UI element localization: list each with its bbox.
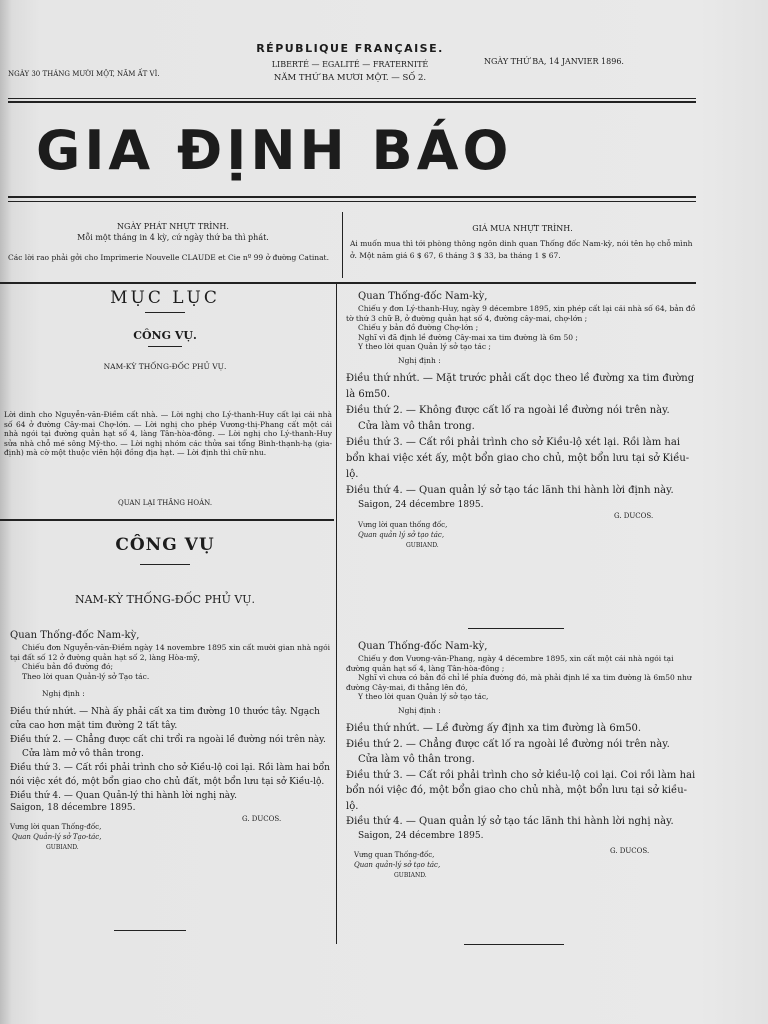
decree-right1-preamble-3: Nghĩ vì đã định lề đường Cây-mai xa tim đường là 6m 50 ; [358, 332, 578, 342]
decree-right2-nghi-dinh: Nghị định : [398, 705, 441, 715]
decree-right1-date: Saigon, 24 décembre 1895. [358, 500, 484, 510]
toc-block [0, 288, 330, 371]
toc-section-rule [148, 346, 182, 347]
motto: LIBERTÉ — EGALITÉ — FRATERNITÉ [271, 60, 429, 69]
decree-left-preamble-1: Chiếu đơn Nguyễn-văn-Điềm ngày 14 novembre 1895 xin cất mười gian nhà ngói tại đất số 12 ở đường quản hạt số 2, làng Hòa-mỹ, [10, 643, 331, 662]
decree-left-by-order: Vưng lời quan Thống-đốc, [10, 822, 102, 831]
decree-left-end-rule [114, 930, 186, 931]
lunar-date: NGÀY 30 THÁNG MƯỜI MỘT, NĂM ẤT VÌ. [8, 70, 160, 78]
toc-title-rule [145, 312, 185, 313]
decree-right1-articles [346, 371, 696, 499]
decree-right1-article-3: Cửa làm vô thân trong. [358, 421, 475, 432]
decree-right2-preamble [346, 654, 696, 702]
decree-right2-article-5: Điều thứ 4. — Quan quản lý sở tạo tác lãnh thi hành lời nghị này. [346, 816, 674, 827]
decree-right2-date: Saigon, 24 décembre 1895. [358, 830, 484, 841]
toc-title: MỤC LỤC [110, 288, 220, 308]
decree-left-article-5: Điều thứ 4. — Quan Quản-lý thi hành lời nghị này. [10, 790, 237, 801]
toc-rule [0, 519, 334, 521]
decree-right1-article-1: Điều thứ nhứt. — Mặt trước phải cất dọc theo lề đường xa tim đường là 6m50. [346, 373, 695, 400]
decree-right1-article-4: Điều thứ 3. — Cất rồi phải trình cho sở Kiều-lộ xét lại. Rồi làm hai bổn khai việc xét ấy, một bổn giao cho chủ, một bổn lưu tại sở Kiều-lộ. [346, 437, 690, 480]
decree-right2-articles [346, 721, 696, 830]
decree-left-heading: Quan Thống-đốc Nam-kỳ, [10, 630, 140, 641]
decree-right1-nghi-dinh: Nghị định : [398, 355, 441, 365]
decree-left-preamble-3: Theo lời quan Quản-lý sở Tạo tác. [22, 671, 150, 681]
header-rule-top-thick [8, 101, 696, 103]
decree-right1-article-5: Điều thứ 4. — Quan quản lý sở tạo tác lãnh thi hành lời định này. [346, 485, 674, 496]
decree-left-name: GUBIAND. [46, 843, 79, 851]
info-divider [342, 212, 343, 278]
decree-right2-name: GUBIAND. [394, 871, 427, 879]
decree-right2-article-2: Điều thứ 2. — Chẳng được cất lố ra ngoài lề đường nói trên này. [346, 738, 670, 750]
title-rule [8, 196, 696, 198]
main-title: CÔNG VỤ [115, 535, 215, 555]
publication-line2: Các lời rao phải gởi cho Imprimerie Nouvelle CLAUDE et Cie nº 99 ở đường Catinat. [8, 253, 329, 262]
masthead-title: GIA ĐỊNH BÁO [36, 119, 513, 182]
decree-right1-by-order: Vưng lời quan thống đốc, [358, 521, 448, 529]
decree-right1-signoff [346, 510, 696, 554]
decree-right1-end-rule [468, 628, 564, 629]
decree-right2-article-3: Cửa làm vô thân trong. [358, 754, 475, 765]
decree-right2-end-rule [464, 944, 564, 945]
decree-right1-article-2: Điều thứ 2. — Không được cất lố ra ngoài lề đường nói trên này. [346, 405, 670, 416]
subscription-heading: GIÁ MUA NHỰT TRÌNH. [472, 224, 573, 233]
decree-left [10, 630, 332, 851]
decree-right2 [346, 641, 696, 881]
decree-right1-preamble-4: Y theo lời quan Quản lý sở tạo tác ; [358, 342, 491, 351]
decree-right2-preamble-3: Y theo lời quan Quản lý sở tạo tác, [358, 692, 489, 701]
solar-date: NGÀY THỨ BA, 14 JANVIER 1896. [484, 57, 624, 66]
republic-heading: RÉPUBLIQUE FRANÇAISE. [256, 42, 444, 55]
decree-right2-article-1: Điều thứ nhứt. — Lề đường ấy định xa tim đường là 6m50. [346, 723, 642, 734]
decree-left-signoff [10, 813, 332, 851]
decree-right1 [346, 291, 696, 554]
toc-text: Lời dinh cho Nguyễn-văn-Điềm cất nhà. — Lời nghị cho Lý-thanh-Huy cất lại cái nhà số 64 ở đường Cây-mai Chợ-lớn. — Lời nghị cho phép Vương-thị-Phang cất một cái nhà ngói tại đường quản hạt số 4, làng Tân-hòa-đông. — Lời nghị cho Lý-thanh-Huy sửa nhà chỗ mé sông Mỹ-tho. — Lời nghị nhóm các thửa sai tổng Bình-thạnh-hạ (gia-định) mà cờ một thuộc viên hội đồng địa hạt. — Lời định thì chữ nhu. [4, 410, 332, 457]
decree-left-official: Quan Quản-lý sở Tạo-tác, [12, 832, 102, 841]
publication-line1: Mỗi một tháng in 4 kỳ, cứ ngày thứ ba thì phát. [77, 233, 269, 242]
decree-left-article-1: Điều thứ nhứt. — Nhà ấy phải cất xa tim đường 10 thước tây. Ngạch cửa cao hơn mặt tim đường 2 tất tây. [10, 706, 320, 731]
toc-section: CÔNG VỤ. [133, 329, 197, 342]
decree-right2-official: Quan quản-lý sở tạo tác, [354, 860, 441, 869]
decree-right2-signature: G. DUCOS. [610, 846, 650, 855]
decree-right1-heading: Quan Thống-đốc Nam-kỳ, [358, 291, 488, 302]
main-title-rule [140, 564, 190, 565]
decree-right2-heading: Quan Thống-đốc Nam-kỳ, [358, 641, 488, 652]
decree-left-article-4: Điều thứ 3. — Cất rồi phải trình cho sở Kiều-lộ coi lại. Rồi làm hai bổn nói việc xét đó, một bổn giao cho chủ đất, một bổn lưu tại sở Kiều-lộ. [10, 762, 330, 787]
decree-left-date: Saigon, 18 décembre 1895. [10, 802, 136, 813]
decree-left-preamble-2: Chiếu bản đồ đường đó; [22, 662, 114, 671]
decree-left-article-3: Cửa làm mở vô thân trong. [22, 748, 144, 759]
decree-right1-signature: G. DUCOS. [614, 512, 654, 520]
decree-right1-preamble-1: Chiếu y đơn Lý-thanh-Huy, ngày 9 décembre 1895, xin phép cất lại cái nhà số 64, bản đồ tờ thứ 3 chữ B, ở đường quản hạt số 4, đường cây-mai, chợ-lớn ; [346, 304, 696, 323]
decree-left-preamble [10, 643, 332, 681]
subscription-text: Ai muốn mua thì tới phòng thông ngôn dinh quan Thống đốc Nam-kỳ, nói tên họ chỗ mình ở. Một năm giá 6 $ 67, 6 tháng 3 $ 33, ba tháng 1 $ 67. [350, 239, 693, 260]
decree-left-article-2: Điều thứ 2. — Chẳng được cất chi trổi ra ngoài lề đường nói trên này. [10, 734, 326, 745]
info-rule [0, 282, 696, 284]
decree-right2-signoff [346, 841, 696, 881]
header-center [200, 42, 500, 83]
toc-footer: QUAN LẠI THĂNG HOÁN. [117, 499, 213, 507]
decree-right1-official: Quan quản lý sở tạo tác, [358, 531, 445, 539]
decree-right2-preamble-2: Nghĩ vì chưa có bản đồ chỉ lề phía đường đó, mà phải định lề xa tim đường là 6m50 như đường Cây-mai, đi thẳng lên đó, [346, 673, 692, 692]
title-rule-thin [8, 201, 696, 202]
decree-right1-preamble [346, 304, 696, 352]
publication-heading: NGÀY PHÁT NHỰT TRÌNH. [117, 222, 229, 231]
decree-left-nghi-dinh: Nghị định : [42, 689, 85, 698]
decree-right1-preamble-2: Chiếu y bản đồ đường Chợ-lớn ; [358, 323, 479, 332]
decree-left-articles [10, 705, 332, 803]
decree-left-signature: G. DUCOS. [242, 814, 282, 823]
publication-info [8, 222, 338, 242]
decree-right1-name: GUBIAND. [406, 542, 439, 549]
decree-right2-by-order: Vưng quan Thống-đốc, [354, 850, 435, 859]
decree-right2-preamble-1: Chiếu y đơn Vương-văn-Phang, ngày 4 décembre 1895, xin cất một cái nhà ngói tại đường quản hạt số 4, làng Tân-hòa-đông ; [346, 654, 674, 673]
header-rule-top [8, 98, 696, 99]
year-issue: NĂM THỨ BA MƯƠI MỘT. — SỐ 2. [273, 73, 427, 83]
decree-right2-article-4: Điều thứ 3. — Cất rồi phải trình cho sở kiều-lộ coi lại. Coi rồi làm hai bổn nói việc đó, một bổn giao cho chủ nhà, một bổn lưu tại sở kiều-lộ. [346, 769, 696, 812]
main-subtitle: NAM-KỲ THỐNG-ĐỐC PHỦ VỤ. [74, 593, 256, 606]
column-divider [336, 284, 337, 944]
toc-subsection: NAM-KỲ THỐNG-ĐỐC PHỦ VỤ. [103, 362, 227, 371]
